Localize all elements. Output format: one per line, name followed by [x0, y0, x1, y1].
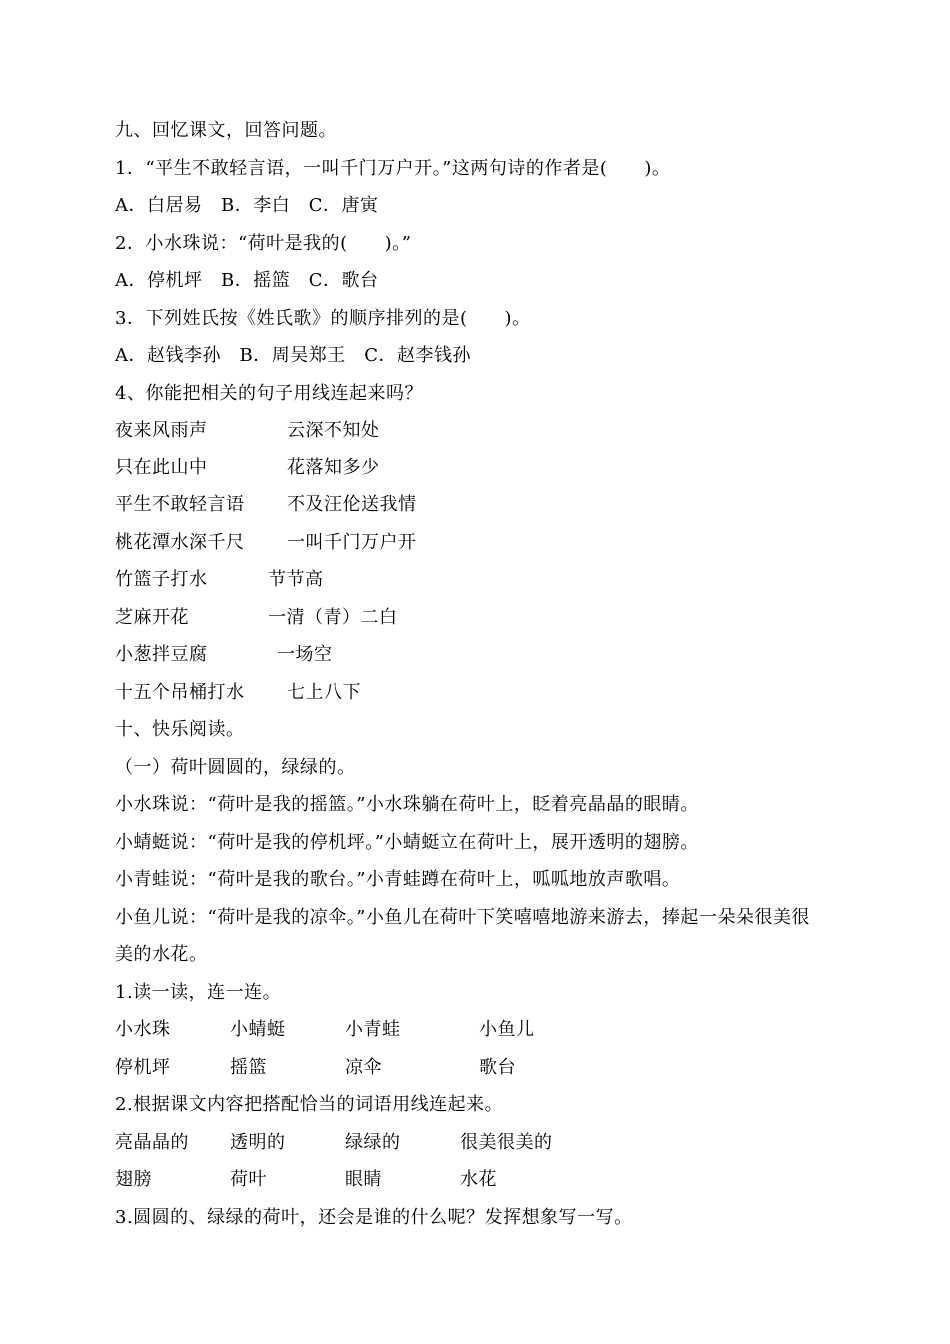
pair-right: 七上八下 [287, 682, 361, 703]
pair-left: 桃花潭水深千尺 [115, 532, 245, 553]
pair-right: 一场空 [277, 644, 333, 665]
section-9-title: 九、回忆课文，回答问题。 [115, 120, 337, 141]
match-word: 小水珠 [115, 1019, 171, 1040]
passage-paragraph: 小青蛙说：“荷叶是我的歌台。”小青蛙蹲在荷叶上，呱呱地放声歌唱。 [115, 869, 681, 890]
match-word: 绿绿的 [345, 1132, 401, 1153]
question-4: 4、你能把相关的句子用线连起来吗？ [115, 383, 423, 404]
question-2: 2．小水珠说：“荷叶是我的( )。” [115, 233, 412, 254]
match-word: 小鱼儿 [479, 1019, 535, 1040]
pair-left: 夜来风雨声 [115, 420, 208, 441]
reading-question-1: 1.读一读，连一连。 [115, 982, 282, 1003]
question-3: 3．下列姓氏按《姓氏歌》的顺序排列的是( )。 [115, 308, 531, 329]
pair-right: 一叫千门万户开 [287, 532, 417, 553]
match-word: 停机坪 [115, 1057, 171, 1078]
pair-right: 不及汪伦送我情 [287, 494, 417, 515]
reading-question-3: 3.圆圆的、绿绿的荷叶，还会是谁的什么呢？发挥想象写一写。 [115, 1207, 633, 1228]
match-word: 透明的 [230, 1132, 286, 1153]
passage-title: （一）荷叶圆圆的，绿绿的。 [115, 757, 356, 778]
match-word: 凉伞 [345, 1057, 382, 1078]
match-word: 很美很美的 [460, 1132, 553, 1153]
match-word: 小青蛙 [345, 1019, 401, 1040]
pair-left: 芝麻开花 [115, 607, 189, 628]
pair-left: 小葱拌豆腐 [115, 644, 208, 665]
pair-left: 竹篮子打水 [115, 569, 208, 590]
match-word: 眼睛 [345, 1169, 382, 1190]
passage-paragraph: 小水珠说：“荷叶是我的摇篮。”小水珠躺在荷叶上，眨着亮晶晶的眼睛。 [115, 794, 699, 815]
reading-question-2: 2.根据课文内容把搭配恰当的词语用线连起来。 [115, 1094, 504, 1115]
pair-right: 花落知多少 [287, 457, 380, 478]
pair-left: 只在此山中 [115, 457, 208, 478]
pair-right: 一清（青）二白 [268, 607, 398, 628]
passage-paragraph: 小鱼儿说：“荷叶是我的凉伞。”小鱼儿在荷叶下笑嘻嘻地游来游去，捧起一朵朵很美很 [115, 907, 810, 928]
match-word: 水花 [460, 1169, 497, 1190]
question-1-options: A．白居易 B．李白 C．唐寅 [115, 195, 379, 216]
pair-left: 十五个吊桶打水 [115, 682, 245, 703]
match-word: 摇篮 [230, 1057, 267, 1078]
pair-right: 节节高 [268, 569, 324, 590]
match-word: 荷叶 [230, 1169, 267, 1190]
match-word: 亮晶晶的 [115, 1132, 189, 1153]
match-word: 歌台 [479, 1057, 516, 1078]
passage-paragraph-continued: 美的水花。 [115, 944, 208, 965]
pair-left: 平生不敢轻言语 [115, 494, 245, 515]
question-2-options: A．停机坪 B．摇篮 C．歌台 [115, 270, 379, 291]
match-word: 小蜻蜓 [230, 1019, 286, 1040]
passage-paragraph: 小蜻蜓说：“荷叶是我的停机坪。”小蜻蜓立在荷叶上，展开透明的翅膀。 [115, 832, 699, 853]
section-10-title: 十、快乐阅读。 [115, 719, 245, 740]
pair-right: 云深不知处 [287, 420, 380, 441]
question-1: 1．“平生不敢轻言语，一叫千门万户开。”这两句诗的作者是( )。 [115, 158, 671, 179]
match-word: 翅膀 [115, 1169, 152, 1190]
question-3-options: A．赵钱李孙 B．周吴郑王 C．赵李钱孙 [115, 345, 471, 366]
